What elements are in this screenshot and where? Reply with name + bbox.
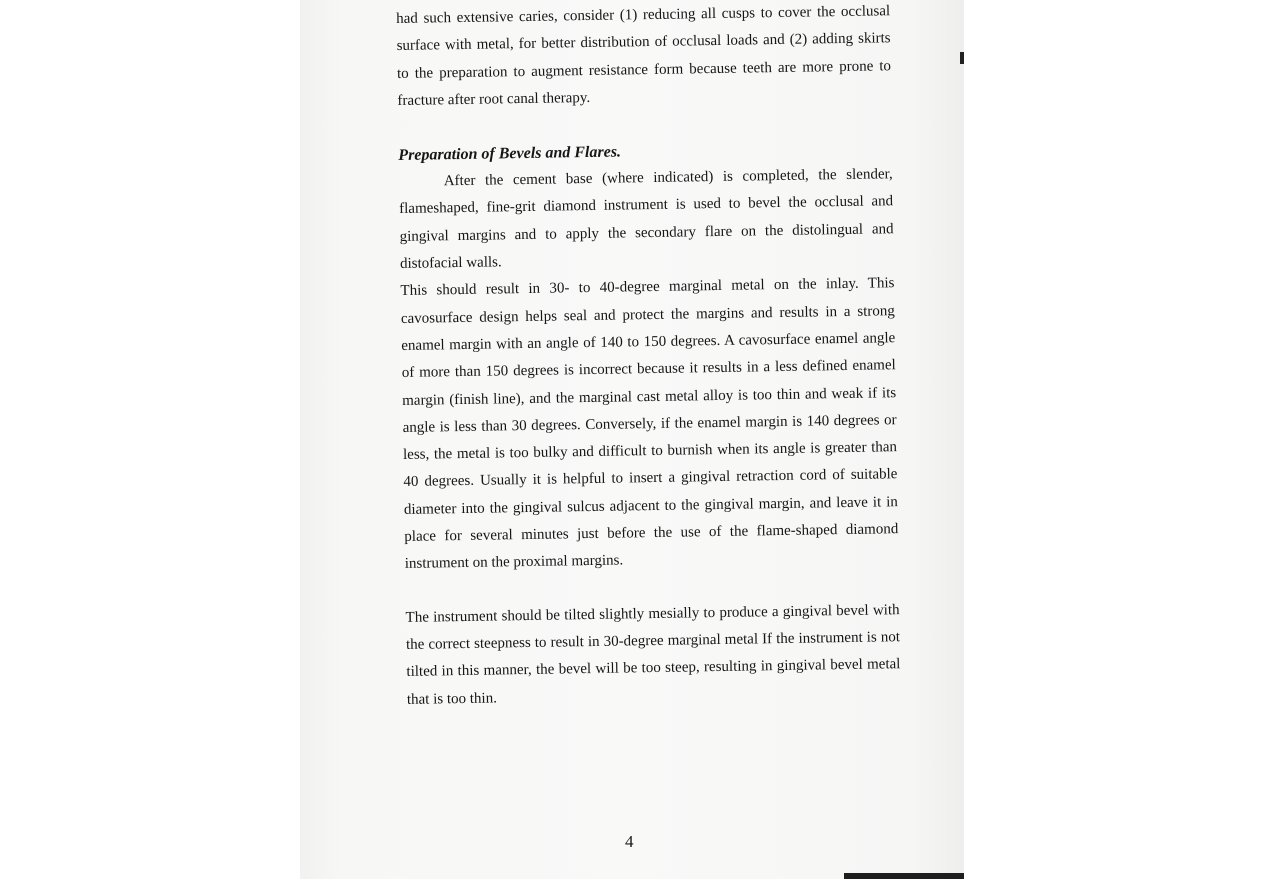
scan-shadow [844,873,964,879]
page-content [396,0,901,714]
paragraph-bevel-instrument: After the cement base (where indicated) is completed, the slender, flameshaped, fine-grit diamond instrument is used to bevel the occlusal and gingival margins and to apply the secondary flare on the distolingual and distofacial walls. [399,166,894,273]
scan-edge-mark [960,52,964,64]
page-number: 4 [625,832,634,851]
scanned-page [300,0,964,879]
intro-paragraph: had such extensive caries, consider (1) reducing all cusps to cover the occlusal surface with metal, for better distribution of occlusal loads and (2) adding skirts to the preparation to augment resistance form because teeth are more prone to fracture after root canal therapy. [396,3,892,109]
section-heading: Preparation of Bevels and Flares. [398,143,622,165]
paragraph-instrument-tilt: The instrument should be tilted slightly mesially to produce a gingival bevel with the correct steepness to result in 30-degree marginal metal If the instrument is not tilted in this manner, the bevel will be too steep, resulting in gingival bevel metal that is too thin. [405,601,901,708]
paragraph-marginal-metal: This should result in 30- to 40-degree marginal metal on the inlay. This cavosurface design helps seal and protect the margins and results in a strong enamel margin with an angle of 140 to 150 degrees. A cavosurface enamel angle of more than 150 degrees is incorrect because it results in a less defined enamel margin (finish line), and the marginal cast metal alloy is too thin and weak if its angle is less than 30 degrees. Conversely, if the enamel margin is 140 degrees or less, the metal is too bulky and difficult to burnish when its angle is greater than 40 degrees. Usually it is helpful to insert a gingival retraction cord of suitable diameter into the gingival sulcus adjacent to the gingival margin, and leave it in place for several minutes just before the use of the flame-shaped diamond instrument on the proximal margins. [400,275,899,573]
